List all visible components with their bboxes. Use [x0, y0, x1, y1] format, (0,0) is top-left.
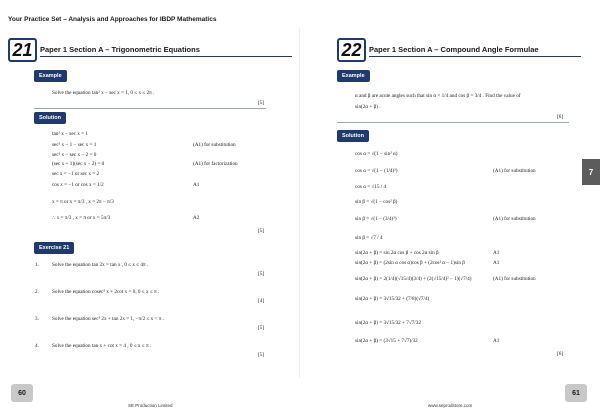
- exercise-number: 2.: [35, 289, 39, 295]
- step-note: (A1) for substitution: [493, 216, 536, 222]
- step-note: A1: [493, 260, 500, 266]
- exercise-number: 4.: [35, 343, 39, 349]
- solution-step: sec² x − sec x − 2 = 0: [52, 152, 97, 158]
- example-marks: [5]: [258, 100, 265, 106]
- exercise-text: Solve the equation cosec² x + 2cot x = 0, 0 ≤ x ≤ π .: [52, 289, 160, 295]
- page-number: 60: [11, 384, 33, 402]
- exercise-number: 1.: [35, 262, 39, 268]
- page-gutter: [299, 28, 300, 378]
- section-title: Paper 1 Section A – Trigonometric Equations: [40, 45, 200, 54]
- solution-step: tan² x − sec x = 1: [52, 131, 88, 137]
- divider: [337, 122, 569, 123]
- solution-step: sec² x − 1 − sec x = 1: [52, 142, 97, 148]
- solution-step: sec x = −1 or sec x = 2: [52, 171, 100, 177]
- running-header: Your Practice Set – Analysis and Approaches for IBDP Mathematics: [8, 16, 217, 23]
- solution-marks: [6]: [557, 351, 564, 357]
- example-label: Example: [34, 70, 67, 82]
- section-number: 22: [337, 38, 366, 62]
- section-number: 21: [8, 38, 37, 62]
- title-rule: [40, 56, 292, 57]
- solution-step: sin β = √7 / 4: [355, 235, 383, 241]
- section-title: Paper 1 Section A – Compound Angle Formulae: [369, 45, 539, 54]
- exercise-marks: [5]: [258, 325, 265, 331]
- solution-step: cos α = √(1 − (1/4)²): [355, 168, 398, 174]
- solution-step: sin(2α + β) = (2sin α cos α)cos β + (2cos² α − 1)sin β: [355, 260, 465, 266]
- solution-step: sin(2α + β) = 3√15/32 + 7√7/32: [355, 320, 421, 326]
- solution-label: Solution: [34, 112, 66, 124]
- step-note: (A1) for factorization: [193, 161, 238, 167]
- solution-step: (sec x + 1)(sec x − 2) = 0: [52, 161, 105, 167]
- step-note: (A1) for substitution: [493, 276, 536, 282]
- chapter-tab[interactable]: 7: [582, 159, 600, 185]
- step-note: A2: [193, 215, 200, 221]
- example-text: Solve the equation tan² x − sec x = 1, 0 ≤ x ≤ 2π .: [52, 90, 155, 96]
- solution-step: cos α = √15 / 4: [355, 184, 387, 190]
- footer-text: www.seprodstore.com: [428, 403, 473, 408]
- exercise-marks: [4]: [258, 298, 265, 304]
- exercise-label: Exercise 21: [34, 242, 74, 254]
- exercise-number: 3.: [35, 316, 39, 322]
- exercise-text: Solve the equation sec² 2x + tan 2x = 1, −π/2 ≤ x < π .: [52, 316, 164, 322]
- solution-step: sin β = √(1 − cos² β): [355, 199, 398, 205]
- divider: [34, 108, 266, 109]
- example-marks: [6]: [557, 114, 564, 120]
- exercise-text: Solve the equation tan 2x = tan x , 0 ≤ x ≤ 4π .: [52, 262, 149, 268]
- solution-step: cos x = −1 or cos x = 1/2: [52, 182, 104, 188]
- solution-step: cos α = √(1 − sin² α): [355, 151, 398, 157]
- example-text-line-2: sin(2α + β) .: [355, 104, 381, 110]
- solution-step: sin(2α + β) = 3√15/32 + (7/8)(√7/4): [355, 296, 430, 302]
- footer-text: SE Production Limited: [128, 403, 173, 408]
- step-note: A1: [493, 338, 500, 344]
- solution-step: sin(2α + β) = sin 2α cos β + cos 2α sin β: [355, 250, 439, 256]
- solution-step: sin(2α + β) = 2(1/4)(√15/4)(3/4) + (2(√15/4)² − 1)(√7/4): [355, 276, 472, 282]
- exercise-marks: [5]: [258, 271, 265, 277]
- step-note: (A1) for substitution: [193, 142, 236, 148]
- exercise-marks: [5]: [258, 352, 265, 358]
- step-note: A1: [493, 250, 500, 256]
- solution-marks: [5]: [258, 228, 265, 234]
- solution-step: sin β = √(1 − (3/4)²): [355, 216, 397, 222]
- solution-step: x = π or x = π/3 , x = 2π − π/3: [52, 199, 114, 205]
- step-note: A1: [193, 182, 200, 188]
- step-note: (A1) for substitution: [493, 168, 536, 174]
- solution-step: sin(2α + β) = (3√15 + 7√7)/32: [355, 338, 418, 344]
- example-text-line-1: α and β are acute angles such that sin α = 1/4 and cos β = 3/4 . Find the value of: [355, 93, 521, 99]
- solution-step: ∴ x = π/3 , x = π or x = 5π/3: [52, 215, 111, 221]
- solution-label: Solution: [337, 130, 369, 142]
- title-rule: [369, 56, 581, 57]
- example-label: Example: [337, 70, 370, 82]
- exercise-text: Solve the equation tan x + cot x = 4 , 0 ≤ x ≤ π .: [52, 343, 152, 349]
- page-number: 61: [565, 384, 587, 402]
